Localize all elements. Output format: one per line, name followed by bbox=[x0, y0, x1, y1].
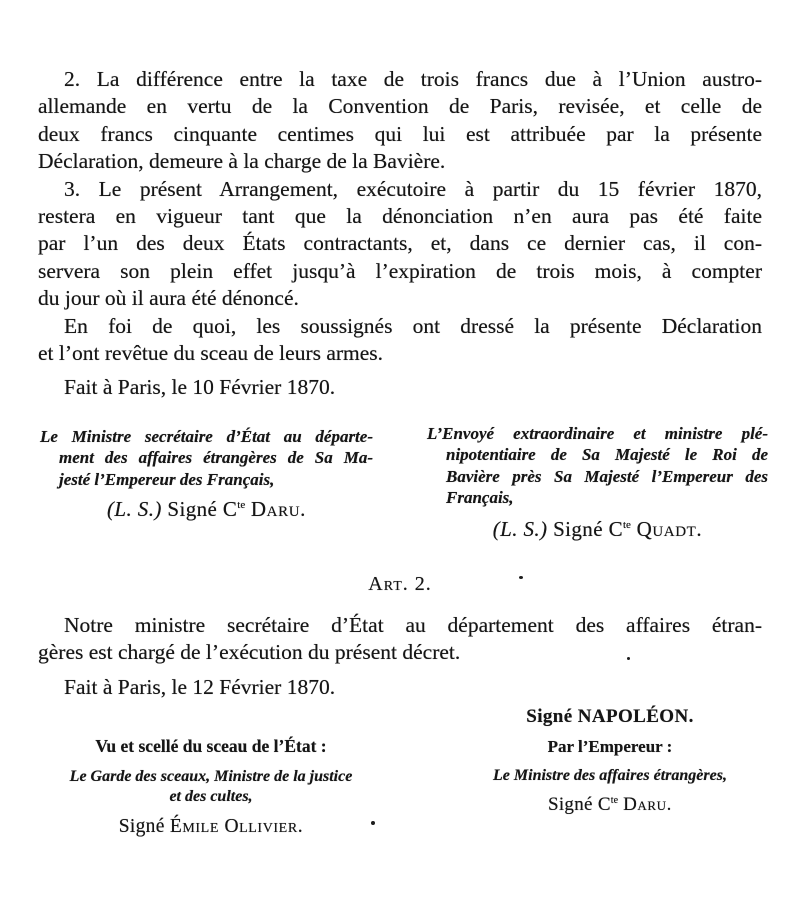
signed-word: Signé C bbox=[547, 517, 623, 542]
date-line-declaration: Fait à Paris, le 10 Février 1870. bbox=[64, 375, 336, 400]
paragraph-line: deux francs cinquante centimes qui lui est attribuée par la présente bbox=[38, 121, 762, 146]
title-line: Le Ministre secrétaire d’État au départe- bbox=[40, 427, 373, 446]
paragraph-line: 3. Le présent Arrangement, exécutoire à partir du 15 février 1870, bbox=[64, 176, 762, 201]
signature-block-emperor bbox=[450, 706, 770, 816]
paragraph-2 bbox=[38, 66, 762, 176]
signatory-title-france bbox=[40, 426, 373, 490]
seal-abbreviation: (L. S.) bbox=[107, 496, 162, 521]
main-text-block bbox=[38, 66, 762, 402]
signature-block-seal-keeper bbox=[40, 736, 382, 838]
title-line: jesté l’Empereur des Français, bbox=[59, 469, 275, 489]
paragraph-line: Notre ministre secrétaire d’État au département des affaires étran- bbox=[64, 613, 762, 637]
signed-word: Signé C bbox=[547, 794, 611, 815]
signed-word: Signé C bbox=[161, 496, 238, 521]
paragraph-line: 2. La différence entre la taxe de trois francs due à l’Union austro- bbox=[64, 67, 762, 91]
paragraph-line: Déclaration, demeure à la charge de la Bavière. bbox=[38, 149, 446, 174]
paragraph-line: En foi de quoi, les soussignés ont dressé la présente Déclaration bbox=[64, 313, 762, 338]
paragraph-line: gères est chargé de l’exécution du présent décret. bbox=[38, 640, 461, 665]
signatory-name: NAPOLÉON. bbox=[577, 706, 694, 727]
minister-title-line: Le Ministre des affaires étrangères, bbox=[493, 767, 727, 784]
ink-speck bbox=[519, 576, 523, 579]
date-line-decree: Fait à Paris, le 12 Février 1870. bbox=[64, 674, 336, 699]
signed-word: Signé bbox=[526, 706, 578, 727]
signatory-block-france bbox=[40, 426, 373, 522]
signature-line-daru bbox=[40, 497, 373, 522]
signatory-block-bavaria bbox=[427, 423, 768, 542]
paragraph-line: restera en vigueur tant que la dénonciation n’en aura pas été faite bbox=[38, 204, 762, 229]
title-line: Le Garde des sceaux, Ministre de la justice bbox=[69, 768, 353, 785]
paragraph-line: et l’ont revêtue du sceau de leurs armes. bbox=[38, 341, 384, 366]
paragraph-line: du jour où il aura été dénoncé. bbox=[38, 286, 299, 311]
keeper-title-lines bbox=[40, 767, 382, 806]
by-emperor-line: Par l’Empereur : bbox=[547, 737, 673, 756]
signature-line-daru-2 bbox=[450, 794, 770, 816]
ink-speck bbox=[371, 821, 375, 825]
title-line: nipotentiaire de Sa Majesté le Roi de bbox=[446, 445, 768, 465]
article-heading: Art. 2. bbox=[368, 573, 432, 595]
closing-paragraph bbox=[38, 313, 762, 368]
signature-line-quadt bbox=[427, 517, 768, 542]
title-line: et des cultes, bbox=[169, 787, 253, 805]
signature-line-ollivier bbox=[40, 816, 382, 838]
signatory-name: Daru. bbox=[623, 794, 672, 815]
seal-abbreviation: (L. S.) bbox=[492, 517, 548, 542]
title-superscript: te bbox=[622, 519, 631, 532]
signed-word: Signé bbox=[118, 816, 170, 837]
paragraph-3 bbox=[38, 176, 762, 313]
title-superscript: te bbox=[610, 795, 619, 806]
signatory-name: Émile Ollivier. bbox=[169, 816, 304, 837]
signatory-name: Quadt. bbox=[636, 517, 703, 542]
signature-line-napoleon bbox=[450, 706, 770, 728]
decree-text-block bbox=[38, 612, 762, 701]
signatory-title-bavaria bbox=[427, 423, 768, 508]
paragraph-line: allemande en vertu de la Convention de Paris, revisée, et celle de bbox=[38, 94, 762, 119]
title-line: L’Envoyé extraordinaire et ministre plé- bbox=[427, 424, 768, 443]
title-line: ment des affaires étrangères de Sa Ma- bbox=[59, 448, 373, 468]
title-line: Bavière près Sa Majesté l’Empereur des bbox=[446, 466, 768, 486]
seal-note-line: Vu et scellé du sceau de l’État : bbox=[95, 736, 327, 756]
ink-speck bbox=[627, 657, 630, 660]
title-line: Français, bbox=[446, 487, 514, 507]
signatory-name: Daru. bbox=[250, 496, 306, 521]
title-superscript: te bbox=[237, 498, 246, 511]
paragraph-line: par l’un des deux États contractants, et, dans ce dernier cas, il con- bbox=[38, 231, 762, 256]
paragraph-line: servera son plein effet jusqu’à l’expiration de trois mois, à compter bbox=[38, 258, 762, 283]
